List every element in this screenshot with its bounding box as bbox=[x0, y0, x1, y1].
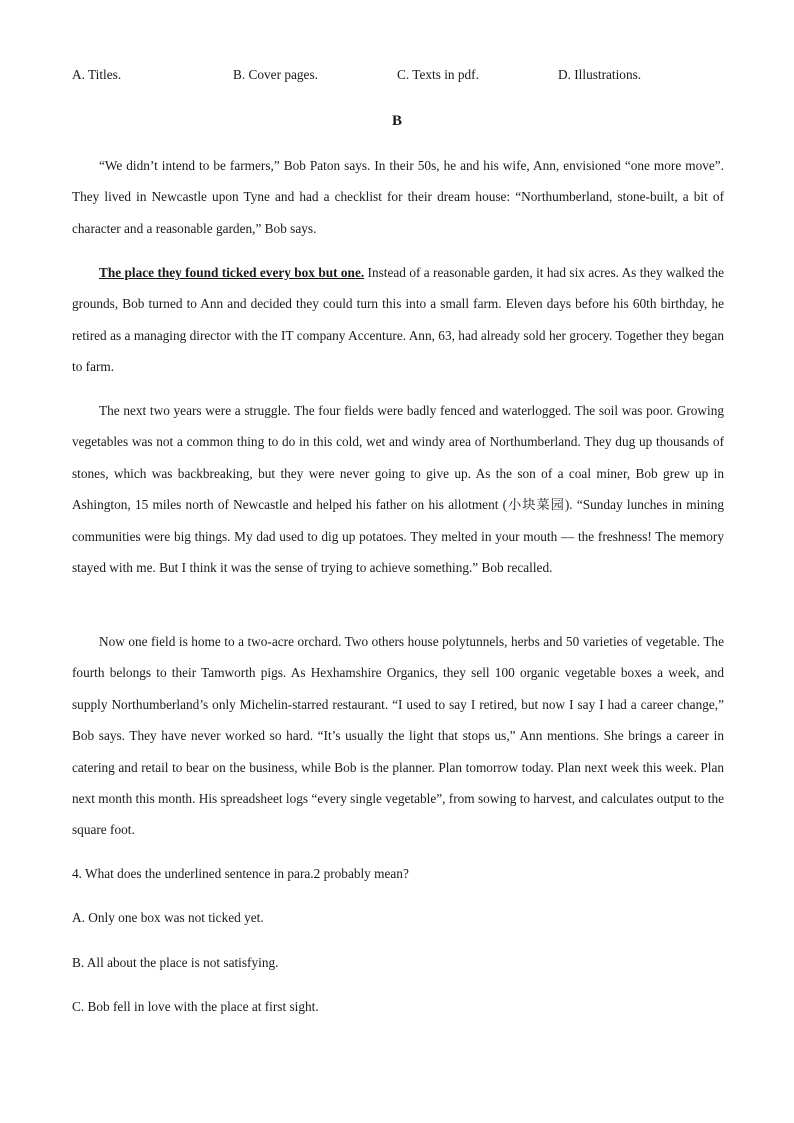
question-4-option-b: B. All about the place is not satisfying. bbox=[72, 955, 279, 970]
option-d: D. Illustrations. bbox=[558, 67, 642, 82]
option-c: C. Texts in pdf. bbox=[397, 67, 479, 82]
previous-question-options bbox=[72, 67, 752, 87]
paragraph-2-text: Instead of a reasonable garden, it had six acres. As they walked the grounds, Bob turned to Ann and decided they could turn this into a small farm. Eleven days before his 60th birthday, he retired as a managing director with the IT company Accenture. Ann, 63, had already sold her grocery. Together they began to farm. bbox=[72, 265, 724, 375]
paragraph-4 bbox=[72, 626, 724, 846]
question-4-stem: 4. What does the underlined sentence in para.2 probably mean? bbox=[72, 866, 409, 881]
underlined-sentence: The place they found ticked every box but one. bbox=[99, 265, 365, 280]
paragraph-4-text: Now one field is home to a two-acre orchard. Two others house polytunnels, herbs and 50 varieties of vegetable. The fourth belongs to their Tamworth pigs. As Hexhamshire Organics, they sell 100 organic vegetable boxes a week, and supply Northumberland’s only Michelin-starred restaurant. “I used to say I retired, but now I say I had a career change,” Bob says. They have never worked so hard. “It’s usually the light that stops us,” Ann mentions. She brings a career in catering and retail to bear on the business, while Bob is the planner. Plan tomorrow today. Plan next week this week. Plan next month this month. His spreadsheet logs “every single vegetable”, from sowing to harvest, and calculates output to the square foot. bbox=[72, 634, 724, 838]
section-heading: B bbox=[391, 113, 402, 129]
option-a: A. Titles. bbox=[72, 67, 122, 82]
paragraph-3-text: The next two years were a struggle. The four fields were badly fenced and waterlogged. The soil was poor. Growing vegetables was not a common thing to do in this cold, wet and windy area of Northumberland. They dug up thousands of stones, which was backbreaking, but they were never going to give up. As the son of a coal miner, Bob grew up in Ashington, 15 miles north of Newcastle and helped his father on his allotment (小块菜园). “Sunday lunches in mining communities were big things. My dad used to dig up potatoes. They melted in your mouth — the freshness! The memory stayed with me. But I think it was the sense of trying to achieve something.” Bob recalled. bbox=[72, 403, 724, 576]
question-4-option-a: A. Only one box was not ticked yet. bbox=[72, 910, 264, 925]
option-b: B. Cover pages. bbox=[233, 67, 318, 82]
paragraph-2 bbox=[72, 257, 724, 383]
paragraph-1-text: “We didn’t intend to be farmers,” Bob Paton says. In their 50s, he and his wife, Ann, envisioned “one more move”. They lived in Newcastle upon Tyne and had a checklist for their dream house: “Northumberland, stone-built, a bit of character and a reasonable garden,” Bob says. bbox=[72, 158, 724, 236]
paragraph-1 bbox=[72, 150, 724, 244]
question-4-option-c: C. Bob fell in love with the place at first sight. bbox=[72, 999, 319, 1014]
paragraph-3 bbox=[72, 395, 724, 583]
